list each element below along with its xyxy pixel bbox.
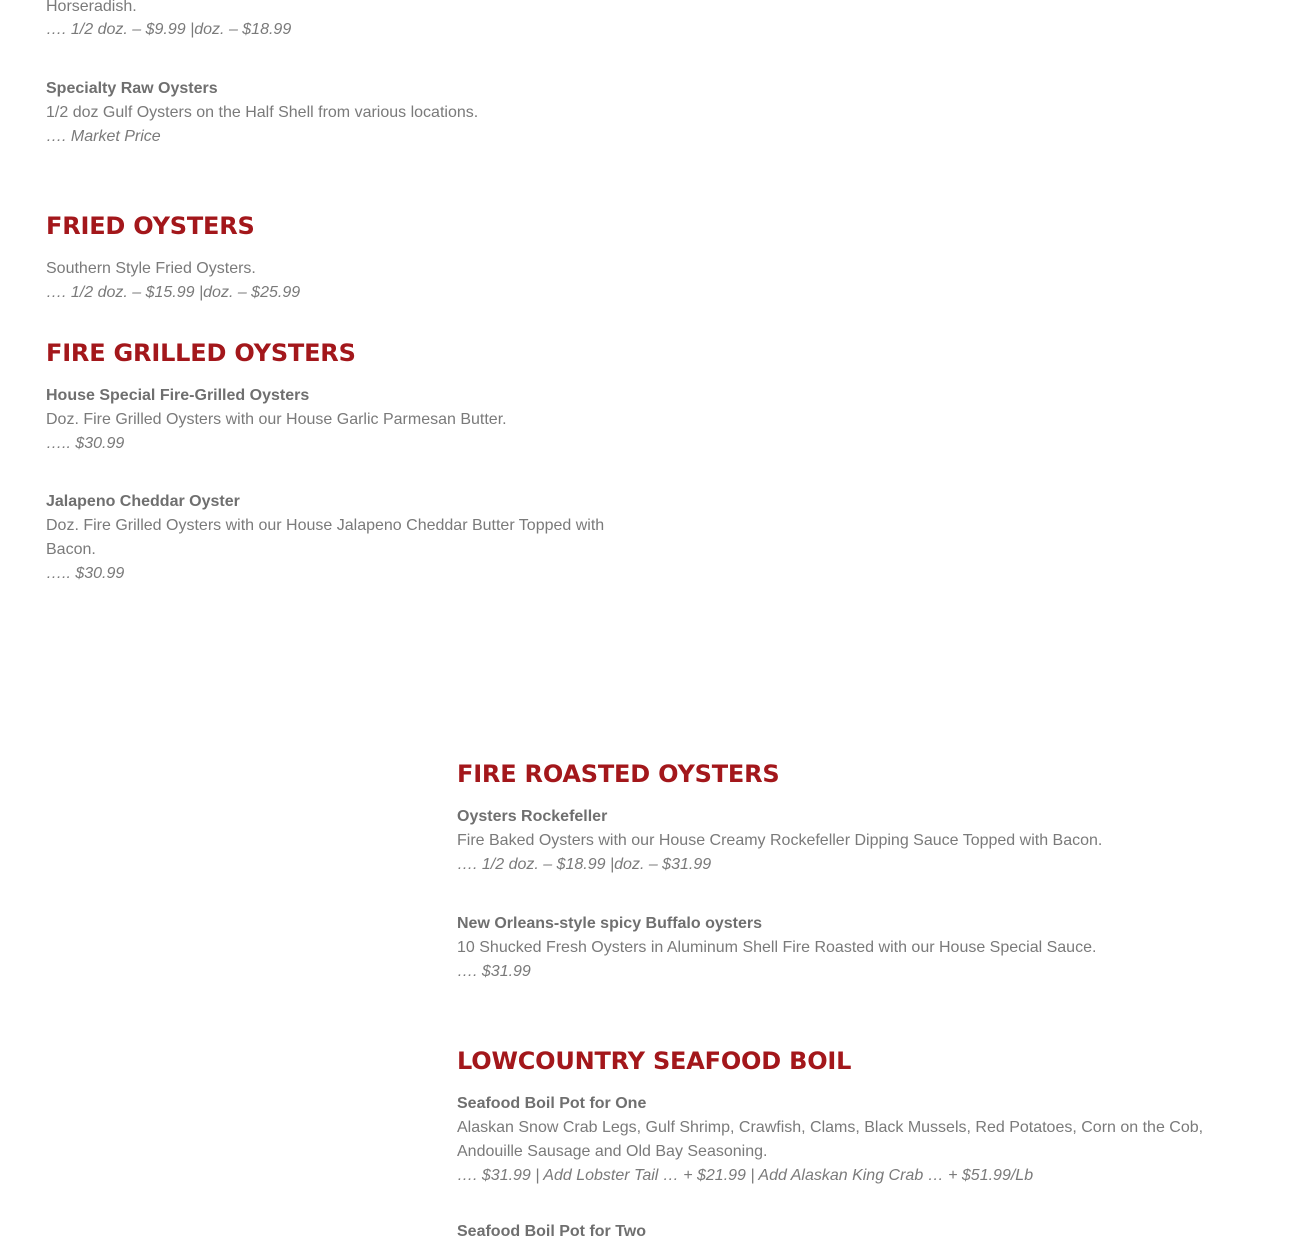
fried-oysters-price: …. 1/2 doz. – $15.99 |doz. – $25.99 bbox=[46, 284, 301, 301]
house-special-fire-grilled-description: Doz. Fire Grilled Oysters with our House Garlic Parmesan Butter. bbox=[46, 411, 507, 428]
specialty-raw-oysters-name: Specialty Raw Oysters bbox=[46, 80, 218, 97]
fire-roasted-oysters-heading: FIRE ROASTED OYSTERS bbox=[457, 760, 780, 788]
specialty-raw-oysters-price: …. Market Price bbox=[46, 128, 161, 145]
specialty-raw-oysters-description: 1/2 doz Gulf Oysters on the Half Shell from various locations. bbox=[46, 104, 479, 121]
oysters-rockefeller-description: Fire Baked Oysters with our House Creamy Rockefeller Dipping Sauce Topped with Bacon. bbox=[457, 832, 1103, 849]
lowcountry-seafood-boil-heading: LOWCOUNTRY SEAFOOD BOIL bbox=[457, 1047, 852, 1075]
seafood-boil-one-description: Alaskan Snow Crab Legs, Gulf Shrimp, Crawfish, Clams, Black Mussels, Red Potatoes, Corn on the Cob, Andouille Sausage and Old Bay Seasoning. bbox=[457, 1119, 1204, 1160]
top-item-description-tail: Horseradish. bbox=[46, 0, 137, 15]
fire-grilled-oysters-heading: FIRE GRILLED OYSTERS bbox=[46, 339, 356, 367]
seafood-boil-one-name: Seafood Boil Pot for One bbox=[457, 1095, 647, 1112]
seafood-boil-one-price: …. $31.99 | Add Lobster Tail … + $21.99 | Add Alaskan King Crab … + $51.99/Lb bbox=[457, 1167, 1034, 1184]
buffalo-oysters-name: New Orleans-style spicy Buffalo oysters bbox=[457, 915, 762, 932]
jalapeno-cheddar-oyster-description: Doz. Fire Grilled Oysters with our House Jalapeno Cheddar Butter Topped with Bacon. bbox=[46, 517, 605, 558]
top-item-price: …. 1/2 doz. – $9.99 |doz. – $18.99 bbox=[46, 21, 292, 38]
fried-oysters-heading: FRIED OYSTERS bbox=[46, 212, 255, 240]
oysters-rockefeller-price: …. 1/2 doz. – $18.99 |doz. – $31.99 bbox=[457, 856, 712, 873]
house-special-fire-grilled-price: ….. $30.99 bbox=[46, 435, 125, 452]
house-special-fire-grilled-name: House Special Fire-Grilled Oysters bbox=[46, 387, 310, 404]
jalapeno-cheddar-oyster-name: Jalapeno Cheddar Oyster bbox=[46, 493, 240, 510]
buffalo-oysters-description: 10 Shucked Fresh Oysters in Aluminum Shell Fire Roasted with our House Special Sauce. bbox=[457, 939, 1097, 956]
fried-oysters-description: Southern Style Fried Oysters. bbox=[46, 260, 256, 277]
jalapeno-cheddar-oyster-price: ….. $30.99 bbox=[46, 565, 125, 582]
seafood-boil-two-name: Seafood Boil Pot for Two bbox=[457, 1223, 647, 1240]
oysters-rockefeller-name: Oysters Rockefeller bbox=[457, 808, 608, 825]
buffalo-oysters-price: …. $31.99 bbox=[457, 963, 531, 980]
